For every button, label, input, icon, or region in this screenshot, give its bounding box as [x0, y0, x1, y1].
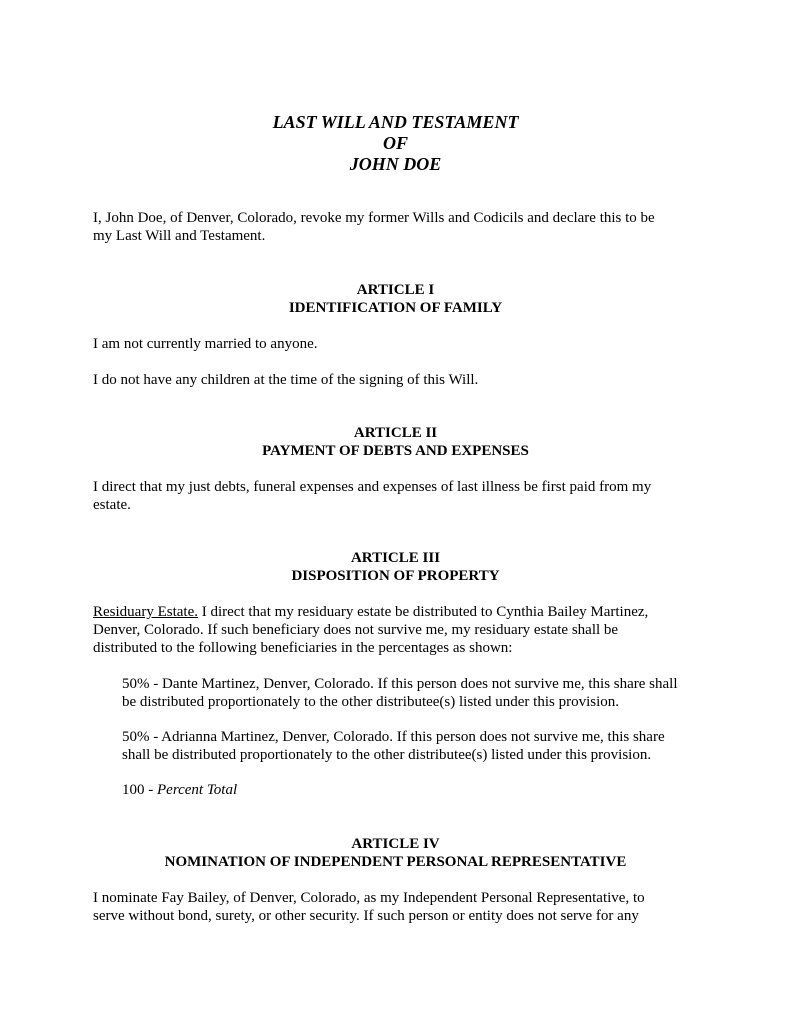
- article4-paragraph: [93, 889, 713, 925]
- residuary-line3: distributed to the following beneficiaries in the percentages as shown:: [93, 640, 513, 656]
- share-dante-line1: 50% - Dante Martinez, Denver, Colorado. If this person does not survive me, this share shall: [122, 676, 678, 692]
- article4-line2: serve without bond, surety, or other security. If such person or entity does not serve for any: [93, 908, 639, 924]
- residuary-line1-text: I direct that my residuary estate be distributed to Cynthia Bailey Martinez,: [197, 604, 649, 620]
- article3-number: ARTICLE III: [350, 550, 441, 566]
- share-dante-line2: be distributed proportionately to the other distributee(s) listed under this provision.: [122, 694, 619, 710]
- article1-heading: IDENTIFICATION OF FAMILY: [288, 300, 503, 316]
- article1-number: ARTICLE I: [356, 282, 435, 298]
- article2-number: ARTICLE II: [353, 425, 438, 441]
- article2-line1: I direct that my just debts, funeral expenses and expenses of last illness be first paid from my: [93, 479, 652, 495]
- percent-total-label: Percent Total: [157, 782, 238, 798]
- residuary-line2: Denver, Colorado. If such beneficiary does not survive me, my residuary estate shall be: [93, 622, 619, 638]
- percent-total: [122, 781, 712, 799]
- intro-line1: I, John Doe, of Denver, Colorado, revoke my former Wills and Codicils and declare this to be: [93, 210, 655, 226]
- intro-paragraph: [93, 209, 713, 245]
- article3-heading: DISPOSITION OF PROPERTY: [291, 568, 500, 584]
- residuary-estate-label: Residuary Estate.: [93, 604, 198, 620]
- percent-total-number: 100 -: [122, 782, 157, 798]
- article4-line1: I nominate Fay Bailey, of Denver, Colorado, as my Independent Personal Representative, to: [93, 890, 645, 906]
- article1-paragraph1: I am not currently married to anyone.: [93, 336, 318, 352]
- share-adrianna-line1: 50% - Adrianna Martinez, Denver, Colorado. If this person does not survive me, this share: [122, 729, 665, 745]
- article4-heading: NOMINATION OF INDEPENDENT PERSONAL REPRESENTATIVE: [164, 854, 627, 870]
- residuary-line1: [93, 603, 713, 621]
- document-title-line1: LAST WILL AND TESTAMENT: [272, 112, 519, 132]
- article2-paragraph: [93, 478, 713, 514]
- share-adrianna-line2: shall be distributed proportionately to the other distributee(s) listed under this provision.: [122, 747, 652, 763]
- share-dante: [122, 675, 712, 711]
- article4-number: ARTICLE IV: [351, 836, 440, 852]
- document-title-line2: OF: [382, 133, 408, 153]
- article2-heading: PAYMENT OF DEBTS AND EXPENSES: [262, 443, 529, 459]
- intro-line2: my Last Will and Testament.: [93, 228, 266, 244]
- residuary-paragraph: [93, 603, 713, 657]
- article1-paragraph2: I do not have any children at the time of the signing of this Will.: [93, 372, 479, 388]
- article2-line2: estate.: [93, 497, 131, 513]
- document-title-line3: JOHN DOE: [349, 154, 442, 174]
- share-adrianna: [122, 728, 712, 764]
